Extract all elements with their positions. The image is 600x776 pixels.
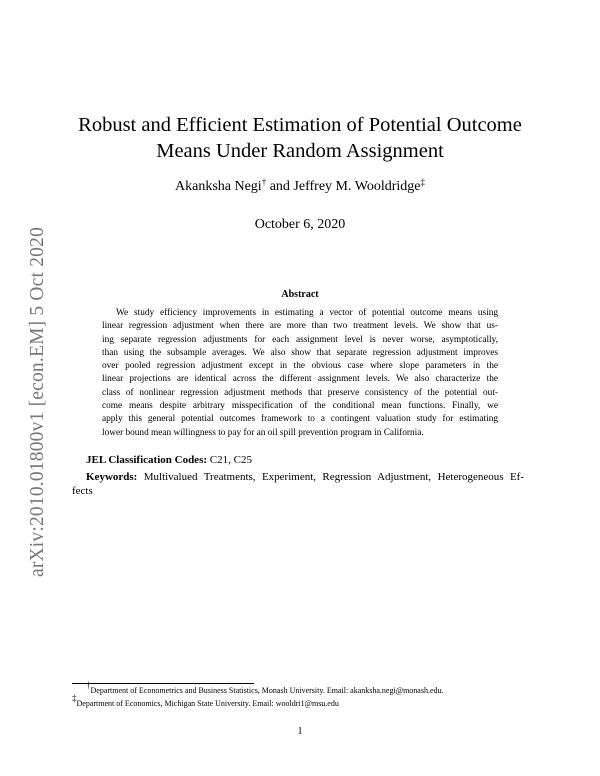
abstract-line: linear regression adjustment when there are more than two treatment levels. We show that us- bbox=[102, 321, 498, 332]
title-line: Robust and Efficient Estimation of Potential Outcome bbox=[78, 114, 522, 136]
abstract-body bbox=[102, 307, 498, 440]
keywords-line bbox=[72, 470, 524, 484]
abstract-line: over pooled regression adjustment except in the obvious case where slope parameters in the bbox=[102, 361, 498, 372]
paper-date: October 6, 2020 bbox=[254, 217, 346, 232]
footnote-text: Department of Econometrics and Business Statistics, Monash University. Email: akanksha.negi@monash.edu. bbox=[90, 686, 444, 695]
keywords bbox=[72, 470, 524, 498]
abstract-line: come means despite arbitrary misspecification of the conditional mean functions. Finally, we bbox=[102, 401, 498, 412]
footnote bbox=[72, 693, 532, 710]
page-number: 1 bbox=[297, 726, 303, 737]
abstract-line: apply this general potential outcomes framework to a contingent valuation study for estimating bbox=[102, 414, 498, 425]
jel-codes bbox=[86, 453, 252, 468]
author-name: Jeffrey M. Wooldridge bbox=[293, 179, 421, 194]
abstract-line: class of nonlinear regression adjustment methods that preserve consistency of the potential out- bbox=[102, 387, 498, 398]
author-separator: and bbox=[266, 179, 294, 194]
abstract-line: linear projections are identical across the different assignment levels. We also characterize the bbox=[102, 374, 498, 385]
abstract-heading: Abstract bbox=[281, 289, 319, 300]
paper-title bbox=[60, 112, 540, 164]
authors bbox=[60, 178, 540, 196]
footnote-text: Department of Economics, Michigan State University. Email: wooldri1@msu.edu bbox=[76, 699, 339, 708]
abstract-line: than using the subsample averages. We also show that separate regression adjustment improves bbox=[102, 347, 498, 358]
author-name: Akanksha Negi bbox=[175, 179, 262, 194]
title-line: Means Under Random Assignment bbox=[156, 140, 444, 162]
jel-label: JEL Classification Codes: bbox=[86, 454, 208, 466]
footnote-mark: ‡ bbox=[420, 177, 425, 187]
abstract-line: ing separate regression adjustments for each assignment level is never worse, asymptotically, bbox=[102, 334, 498, 345]
footnote-mark: ‡ bbox=[72, 693, 77, 703]
abstract-line: lower bound mean willingness to pay for an oil spill prevention program in California. bbox=[102, 427, 424, 438]
arxiv-identifier: arXiv:2010.01800v1 [econ.EM] 5 Oct 2020 bbox=[27, 226, 48, 578]
keywords-line: fects bbox=[72, 485, 93, 497]
keywords-label: Keywords: bbox=[86, 471, 138, 483]
footnote-mark: † bbox=[86, 680, 91, 690]
jel-value: C21, C25 bbox=[207, 454, 252, 466]
footnote bbox=[72, 680, 532, 697]
abstract-line: We study efficiency improvements in estimating a vector of potential outcome means using bbox=[116, 308, 498, 318]
footnotes bbox=[72, 680, 532, 710]
footnote-mark: † bbox=[261, 177, 267, 187]
keywords-value: Multivalued Treatments, Experiment, Regression Adjustment, Heterogeneous Ef- bbox=[137, 471, 524, 483]
